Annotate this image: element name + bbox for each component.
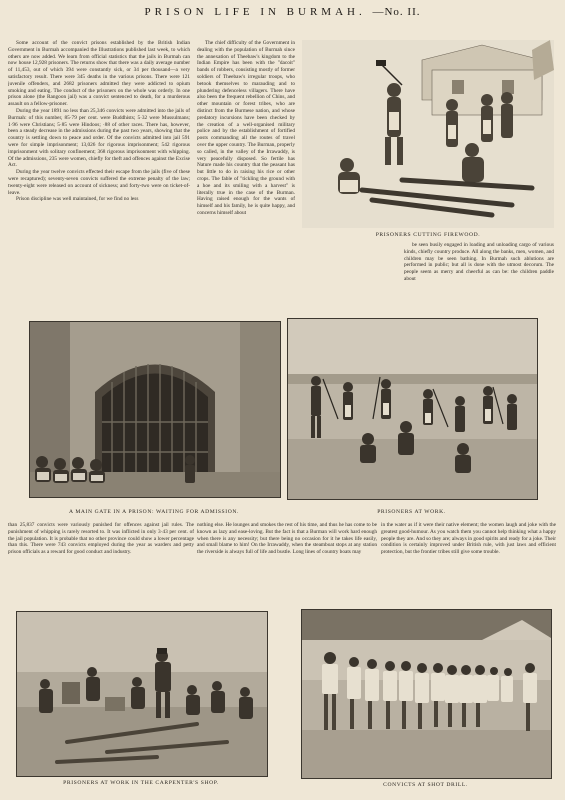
caption-prisoners-at-work: PRISONERS AT WORK.	[377, 509, 446, 515]
paragraph: in the water as if it were their native element; the women laugh and joke with the greatest good-humour. As you watch them you cannot help thinking what a happy people they are. And so they are; always in good spirits and ready for a joke. Their condition is certainly improved under British rule, with just laws and efficient protection, but the frontier tribes still give some trouble.	[381, 522, 556, 556]
paragraph: The chief difficulty of the Government in dealing with the population of Burmah since the annexation of Theebaw's kingdom to the Indian Empire has been with the "dacoit" bands of robbers, consisting mostly of former soldiers of Theebaw's irregular troops, who betook themselves to marauding and to plundering defenceless villagers. There have also been the frequent rebellion of Chins, and other mountain or forest tribes, who are distinct from the Burmese nation, and whose predatory incursions have been checked by the creation of a well-organised military police and by the establishment of fortified posts commanding all the routes of travel over the upper country. The Burman, properly so called, in the valley of the Irrawaddy, is very peacefully disposed. So fertile has Nature made his country that the peasant has but little to do in raising his rice or other crops. The fable of "tickling the ground with a hoe and its smiling with a harvest" is literally true in the case of the Burman. Having raised enough for the wants of himself and his family, he is quite happy, and concerns himself about	[197, 40, 295, 216]
caption-main-gate: A MAIN GATE IN A PRISON: WAITING FOR ADMISSION.	[69, 509, 239, 515]
photo-main-gate	[29, 321, 281, 498]
paragraph: Some account of the convict prisons established by the British Indian Government in Burmah accompanied the Illustrations published last week, to which others are now added. We learn from official statistics that the jails in Burmah can now house 12,928 prisoners. The returns show that there was a daily average number of 11,453, out of which 394 were constantly sick, or 34 per thousand—a very satisfactory result. There were 345 deaths in the various prisons. There were 121 juvenile offenders, and 2682 prisoners admitted they were addicted to opium smoking and eating. The conduct of the prisoners on the whole was orderly. In one prison alone (the Rangoon jail) was a convict sentenced to death, for a murderous assault on a fellow-prisoner.	[8, 40, 190, 108]
firewood-engraving	[302, 40, 554, 228]
carpenter-photo-image	[17, 612, 267, 776]
gate-photo-image	[30, 322, 280, 497]
photo-shot-drill	[301, 609, 552, 779]
issue-number: —No. II.	[372, 6, 421, 18]
paragraph: than 25,837 convicts were variously punished for offences against jail rules. The punishment of whipping is rarely resorted to. It was inflicted in only 3·43 per cent. of the jail population. It is probable that no other province could show a lower percentage than this. There were 743 convicts employed during the year as warders and petty prison officials as a reward for good conduct and industry.	[8, 522, 194, 556]
paragraph: nothing else. He lounges and smokes the rest of his time, and thus he has come to be known as lazy and ease-loving. But the fact is that a Burman will work hard enough when there is any necessity; but there being no occasion for it he takes life easily, and small blame to him! On the Irrawaddy, when the steamboat stops at any station the riverside is always full of life and bustle. Long lines of country boats may	[197, 522, 377, 556]
paragraph: be seen busily engaged in loading and unloading cargo of various kinds, chiefly country produce. All along the banks, men, women, and children may be seen bathing. In Burmah such ablutions are performed in public; but all is done with the utmost decorum. The people seem as merry and cheerful as can be: the children paddle about	[404, 242, 554, 282]
paragraph: During the year twelve convicts effected their escape from the jails (five of these were recaptured); seventy-seven convicts suffered the extreme penalty of the law; twenty-eight were released on account of sickness; and forty-two were on ticket-of-leave.	[8, 169, 190, 196]
paragraph: During the year 1891 no less than 25,346 convicts were admitted into the jails of Burmah: of this number, 85·79 per cent. were Buddhists; 5·32 were Mussulmans; 1·96 were Christians; 5·85 were Hindoos; ·88 of other races. There has, however, been a steady decrease in the admissions during the past two years, showing that the country is settling down to peace and order. Of the convicts admitted into jail 591 were for simple imprisonment; 13,026 for rigorous imprisonment; 542 rigorous imprisonment with solitary confinement; 368 rigorous imprisonment with whipping. Of the admissions, 235 were women, chiefly for theft and offences against the Excise Act.	[8, 107, 190, 169]
photo-carpenters-shop	[16, 611, 268, 777]
caption-firewood: PRISONERS CUTTING FIREWOOD.	[375, 232, 481, 238]
page-title: PRISON LIFE IN BURMAH.	[144, 6, 366, 18]
paragraph: Prison discipline was well maintained, for we find no less	[16, 196, 139, 203]
column-right-top	[404, 242, 554, 316]
column-left-top	[8, 40, 190, 316]
column-left-mid	[8, 522, 194, 604]
illustration-cutting-firewood	[302, 40, 554, 228]
caption-carpenters-shop: PRISONERS AT WORK IN THE CARPENTER'S SHOP.	[63, 780, 219, 786]
column-right-mid	[381, 522, 556, 604]
column-mid-mid	[197, 522, 377, 604]
photo-prisoners-at-work	[287, 318, 538, 500]
page-header	[0, 6, 565, 18]
column-mid-top	[197, 40, 295, 316]
shot-drill-photo-image	[302, 610, 551, 778]
caption-shot-drill: CONVICTS AT SHOT DRILL.	[383, 782, 468, 788]
work-photo-image	[288, 319, 537, 499]
